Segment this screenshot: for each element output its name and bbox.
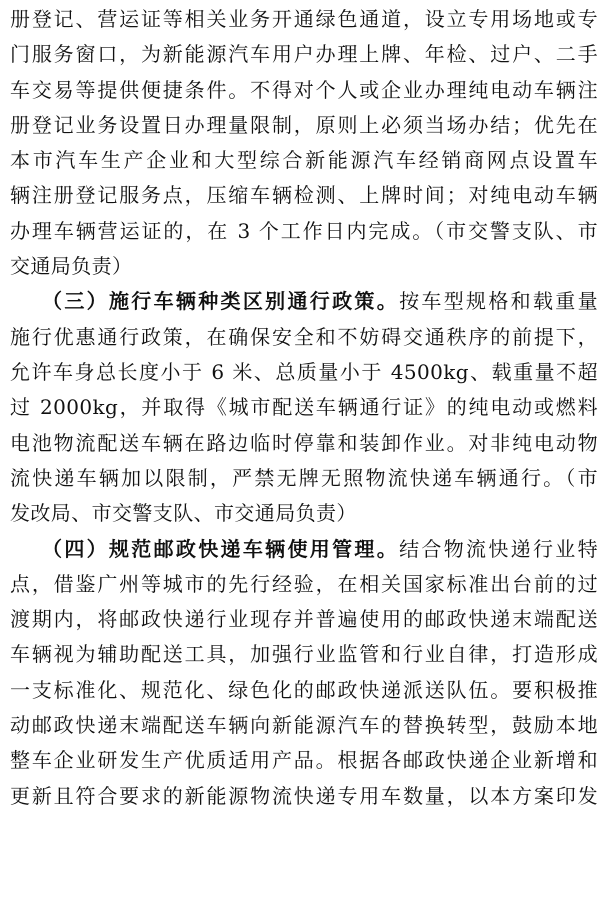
section-heading: （三）施行车辆种类区别通行政策。 xyxy=(42,289,400,313)
text-line: 册登记业务设置日办理量限制，原则上必须当场办结；优先在 xyxy=(10,113,598,137)
text-line: 整车企业研发生产优质适用产品。根据各邮政快递企业新增和 xyxy=(10,748,598,772)
text-line: 点，借鉴广州等城市的先行经验，在相关国家标准出台前的过 xyxy=(10,572,598,596)
section-heading: （四）规范邮政快递车辆使用管理。 xyxy=(42,537,400,561)
section-heading-line xyxy=(42,284,598,319)
text-line: 施行优惠通行政策，在确保安全和不妨碍交通秩序的前提下， xyxy=(10,325,598,349)
text-line: 交通局负责） xyxy=(10,254,133,278)
text-line: 允许车身总长度小于 6 米、总质量小于 4500kg、载重量不超 xyxy=(10,360,598,384)
text-line: 更新且符合要求的新能源物流快递专用车数量，以本方案印发 xyxy=(10,784,598,808)
text-line: 车交易等提供便捷条件。不得对个人或企业办理纯电动车辆注 xyxy=(10,78,598,102)
text-line: 辆注册登记服务点，压缩车辆检测、上牌时间；对纯电动车辆 xyxy=(10,183,598,207)
text-line: 发改局、市交警支队、市交通局负责） xyxy=(10,501,357,525)
text-line: 一支标准化、规范化、绿色化的邮政快递派送队伍。要积极推 xyxy=(10,678,598,702)
section-heading-line xyxy=(42,532,598,567)
text-line: 过 2000kg，并取得《城市配送车辆通行证》的纯电动或燃料 xyxy=(10,395,598,419)
text-run: 结合物流快递行业特 xyxy=(399,537,598,561)
text-line: 门服务窗口，为新能源汽车用户办理上牌、年检、过户、二手 xyxy=(10,42,598,66)
text-line: 流快递车辆加以限制，严禁无牌无照物流快递车辆通行。（市 xyxy=(10,466,598,490)
text-line: 办理车辆营运证的，在 3 个工作日内完成。（市交警支队、市 xyxy=(10,219,598,243)
text-line: 动邮政快递末端配送车辆向新能源汽车的替换转型，鼓励本地 xyxy=(10,713,598,737)
text-line: 车辆视为辅助配送工具，加强行业监管和行业自律，打造形成 xyxy=(10,642,598,666)
text-run: 按车型规格和载重量 xyxy=(399,289,598,313)
text-line: 本市汽车生产企业和大型综合新能源汽车经销商网点设置车 xyxy=(10,148,598,172)
text-line: 册登记、营运证等相关业务开通绿色通道，设立专用场地或专 xyxy=(10,7,598,31)
text-line: 渡期内，将邮政快递行业现存并普遍使用的邮政快递末端配送 xyxy=(10,607,598,631)
text-line: 电池物流配送车辆在路边临时停靠和装卸作业。对非纯电动物 xyxy=(10,431,598,455)
